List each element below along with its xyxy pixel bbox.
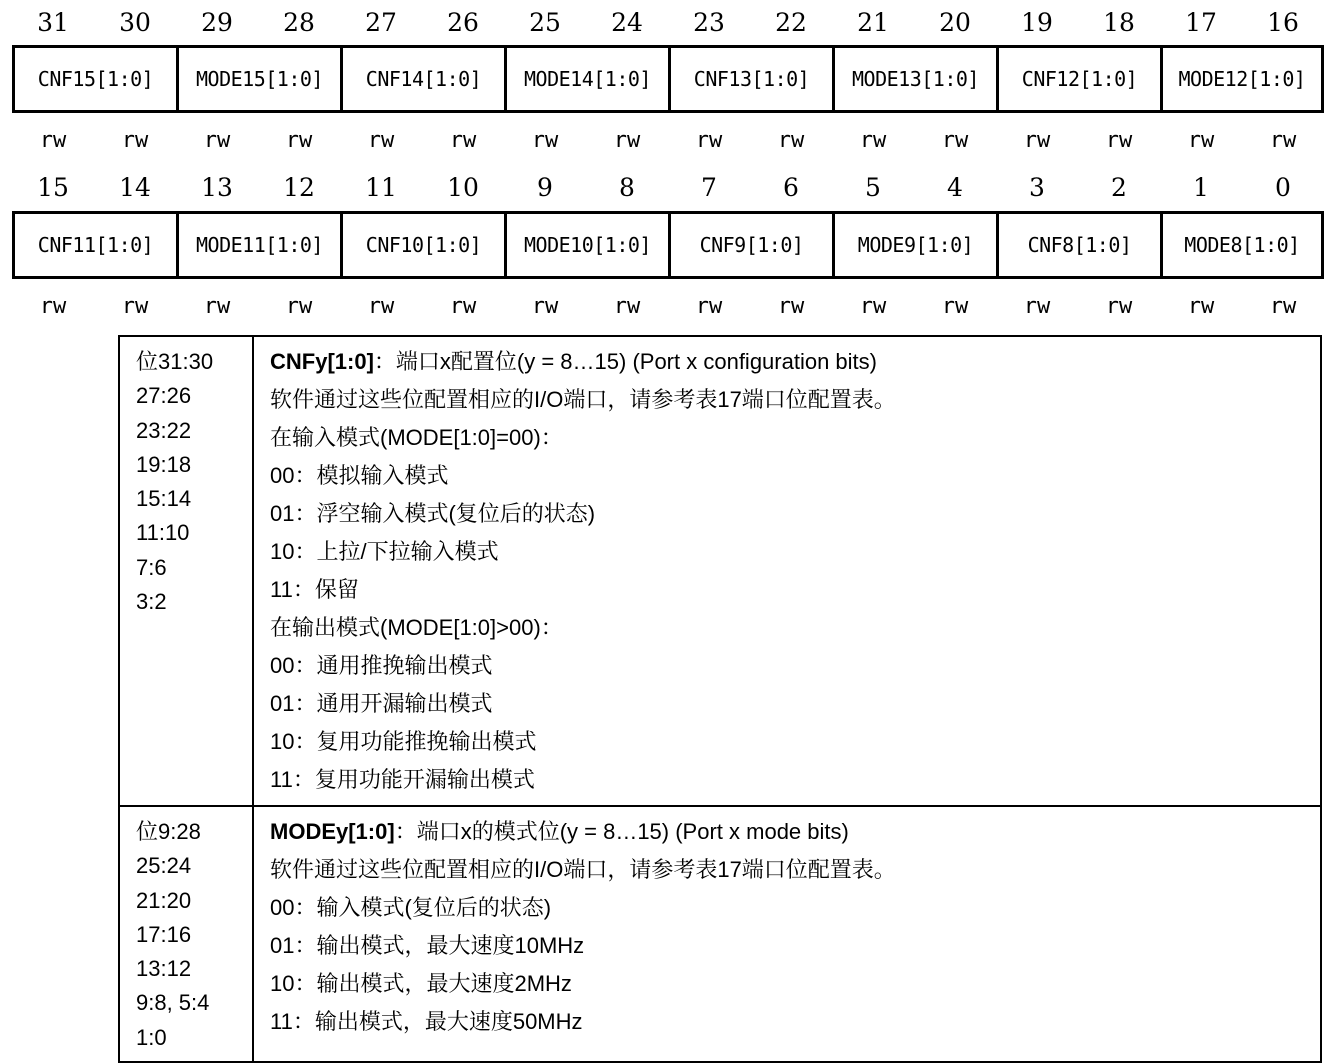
access-type: rw (531, 294, 559, 319)
access-type: rw (1187, 294, 1215, 319)
bit-number: 31 (37, 8, 69, 37)
description-line: 01：浮空输入模式(复位后的状态) (270, 501, 596, 526)
bit-range: 9:8, 5:4 (136, 990, 210, 1016)
description-line: 00：输入模式(复位后的状态) (270, 895, 552, 920)
bit-number: 17 (1185, 8, 1217, 37)
description-line: 在输入模式(MODE[1:0]=00)： (270, 425, 563, 450)
description-line: 11：输出模式，最大速度50MHz (270, 1009, 583, 1034)
register-field: CNF13[1:0] (668, 45, 832, 113)
access-type: rw (695, 128, 723, 153)
description-line: 00：模拟输入模式 (270, 463, 449, 488)
bit-range: 19:18 (136, 451, 192, 477)
bit-range: 15:14 (136, 486, 192, 512)
access-type: rw (1269, 294, 1297, 319)
description-line: 10：上拉/下拉输入模式 (270, 539, 499, 564)
bit-range: 11:10 (136, 520, 190, 546)
access-type: rw (859, 128, 887, 153)
bit-number: 5 (865, 173, 881, 202)
access-type: rw (859, 294, 887, 319)
bit-number: 4 (947, 173, 963, 202)
register-fields-high (12, 45, 1324, 113)
description-line: 软件通过这些位配置相应的I/O端口，请参考表17端口位配置表。 (270, 387, 896, 412)
description-line: 00：通用推挽输出模式 (270, 653, 493, 678)
register-field: MODE11[1:0] (176, 211, 340, 279)
bit-number: 21 (857, 8, 889, 37)
mode-description-text (254, 807, 1320, 1061)
bit-number: 18 (1103, 8, 1135, 37)
register-field: CNF15[1:0] (12, 45, 176, 113)
bit-numbers-high (12, 8, 1324, 38)
access-type: rw (1105, 128, 1133, 153)
field-name: MODEy[1:0] (270, 819, 395, 844)
access-type: rw (777, 128, 805, 153)
cnf-description-row (120, 337, 1320, 805)
bit-range: 25:24 (136, 853, 192, 879)
bit-number: 14 (119, 173, 151, 202)
bit-number: 13 (201, 173, 233, 202)
access-type: rw (39, 128, 67, 153)
access-type: rw (203, 128, 231, 153)
access-type: rw (285, 294, 313, 319)
mode-bit-positions (120, 807, 254, 1061)
register-field: CNF10[1:0] (340, 211, 504, 279)
bit-number: 11 (365, 173, 397, 202)
access-type: rw (367, 294, 395, 319)
access-type: rw (449, 294, 477, 319)
bit-range: 17:16 (136, 921, 192, 947)
access-type: rw (121, 294, 149, 319)
access-type: rw (613, 294, 641, 319)
bit-number: 8 (619, 173, 635, 202)
bit-number: 27 (365, 8, 397, 37)
bit-number: 22 (775, 8, 807, 37)
cnf-title (270, 343, 1320, 381)
access-row-low (12, 292, 1324, 322)
access-type: rw (941, 128, 969, 153)
access-type: rw (531, 128, 559, 153)
bit-range: 位9:28 (136, 819, 201, 844)
field-name: CNFy[1:0] (270, 349, 374, 374)
bit-number: 2 (1111, 173, 1127, 202)
bit-number: 1 (1193, 173, 1209, 202)
description-line: 01：输出模式，最大速度10MHz (270, 933, 585, 958)
access-type: rw (39, 294, 67, 319)
bit-range: 3:2 (136, 589, 167, 615)
description-line: 10：复用功能推挽输出模式 (270, 729, 537, 754)
bit-number: 26 (447, 8, 479, 37)
bit-numbers-low (12, 173, 1324, 203)
register-field: MODE8[1:0] (1160, 211, 1324, 279)
bit-number: 29 (201, 8, 233, 37)
description-line: 01：通用开漏输出模式 (270, 691, 493, 716)
bit-number: 9 (537, 173, 553, 202)
bit-range: 13:12 (136, 956, 192, 982)
register-field: MODE12[1:0] (1160, 45, 1324, 113)
bit-number: 23 (693, 8, 725, 37)
access-type: rw (613, 128, 641, 153)
bit-number: 20 (939, 8, 971, 37)
bit-number: 15 (37, 173, 69, 202)
field-title: ：端口x配置位(y = 8…15) (Port x configuration bits) (373, 349, 877, 374)
register-field: MODE13[1:0] (832, 45, 996, 113)
bit-range: 1:0 (136, 1024, 167, 1050)
register-field: CNF14[1:0] (340, 45, 504, 113)
register-fields-low (12, 211, 1324, 279)
mode-description-row (120, 805, 1320, 1061)
register-field: CNF12[1:0] (996, 45, 1160, 113)
bit-number: 25 (529, 8, 561, 37)
register-field: MODE9[1:0] (832, 211, 996, 279)
description-line: 11：保留 (270, 577, 359, 602)
bit-number: 16 (1267, 8, 1299, 37)
bit-number: 19 (1021, 8, 1053, 37)
bit-range: 23:22 (136, 417, 192, 443)
register-field: MODE15[1:0] (176, 45, 340, 113)
access-type: rw (941, 294, 969, 319)
register-field: MODE14[1:0] (504, 45, 668, 113)
mode-title (270, 813, 1320, 851)
bit-number: 10 (447, 173, 479, 202)
bit-number: 30 (119, 8, 151, 37)
access-type: rw (1269, 128, 1297, 153)
access-type: rw (695, 294, 723, 319)
access-type: rw (121, 128, 149, 153)
bit-number: 12 (283, 173, 315, 202)
bit-number: 28 (283, 8, 315, 37)
description-line: 10：输出模式，最大速度2MHz (270, 971, 572, 996)
bit-range: 21:20 (136, 887, 192, 913)
bit-range: 27:26 (136, 383, 192, 409)
description-line: 11：复用功能开漏输出模式 (270, 767, 535, 792)
register-field: CNF8[1:0] (996, 211, 1160, 279)
access-type: rw (1023, 294, 1051, 319)
access-type: rw (777, 294, 805, 319)
cnf-description-text (254, 337, 1320, 805)
access-type: rw (449, 128, 477, 153)
bit-number: 7 (701, 173, 717, 202)
register-field: CNF9[1:0] (668, 211, 832, 279)
bit-number: 6 (783, 173, 799, 202)
bit-range: 7:6 (136, 554, 167, 580)
access-type: rw (1187, 128, 1215, 153)
description-line: 软件通过这些位配置相应的I/O端口，请参考表17端口位配置表。 (270, 857, 896, 882)
bit-range: 位31:30 (136, 349, 214, 374)
bit-number: 0 (1275, 173, 1291, 202)
bit-number: 3 (1029, 173, 1045, 202)
description-line: 在输出模式(MODE[1:0]>00)： (270, 615, 563, 640)
access-type: rw (1023, 128, 1051, 153)
access-type: rw (1105, 294, 1133, 319)
access-type: rw (367, 128, 395, 153)
register-field: MODE10[1:0] (504, 211, 668, 279)
cnf-bit-positions (120, 337, 254, 805)
access-type: rw (285, 128, 313, 153)
bit-number: 24 (611, 8, 643, 37)
field-title: ：端口x的模式位(y = 8…15) (Port x mode bits) (394, 819, 849, 844)
access-type: rw (203, 294, 231, 319)
access-row-high (12, 126, 1324, 156)
register-field: CNF11[1:0] (12, 211, 176, 279)
bit-description-table (118, 335, 1322, 1063)
